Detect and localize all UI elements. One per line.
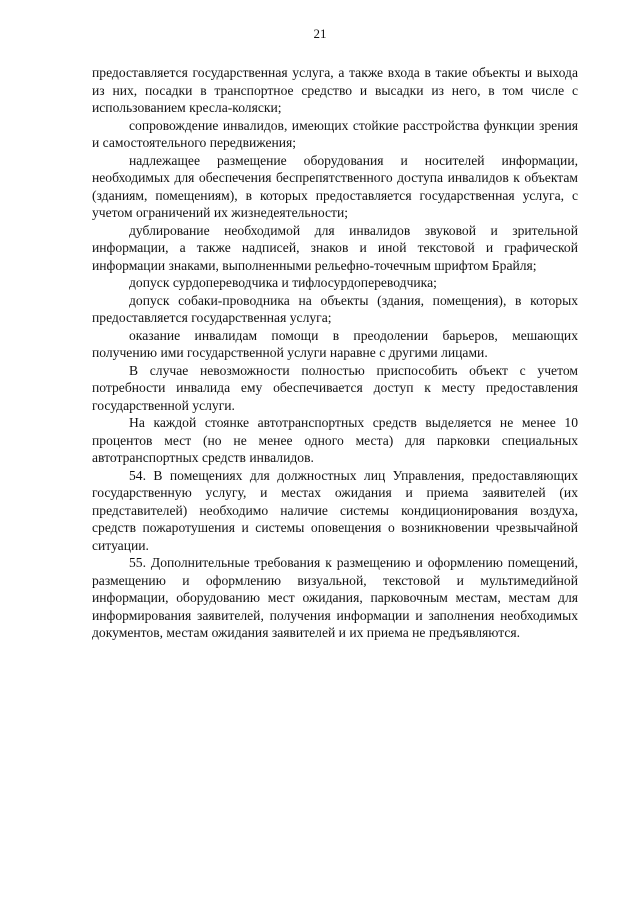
paragraph-continuation: предоставляется государственная услуга, а также входа в такие объекты и выхода из них, посадки в транспортное средство и высадки из него, в том числе с использованием кресла-коляски; [92,65,578,115]
document-body [92,64,578,642]
paragraph-item-54: 54. В помещениях для должностных лиц Управления, предоставляющих государственную услугу, и местах ожидания и приема заявителей (их представителей) необходимо наличие системы кондиционирования воздуха, средств пожаротушения и системы оповещения о возникновении чрезвычайной ситуации. [92,467,578,553]
paragraph-parking: На каждой стоянке автотранспортных средств выделяется не менее 10 процентов мест (но не менее одного места) для парковки специальных автотранспортных средств инвалидов. [92,415,578,465]
paragraph-guide-dog: допуск собаки-проводника на объекты (здания, помещения), в которых предоставляется государственная услуга; [92,292,578,325]
paragraph-equipment-placement: надлежащее размещение оборудования и носителей информации, необходимых для обеспечения беспрепятственного доступа инвалидов к объектам (зданиям, помещениям), в которых предоставляется государственная услуга, с учетом ограничений их жизнедеятельности; [92,152,578,220]
paragraph-escort-disabled: сопровождение инвалидов, имеющих стойкие расстройства функции зрения и самостоятельного передвижения; [92,117,578,150]
paragraph-braille-duplication: дублирование необходимой для инвалидов звуковой и зрительной информации, а также надписей, знаков и иной текстовой и графической информации знаками, выполненными рельефно-точечным шрифтом Брайля; [92,222,578,273]
page-number: 21 [313,26,327,41]
paragraph-barrier-assistance: оказание инвалидам помощи в преодолении барьеров, мешающих получению ими государственной услуги наравне с другими лицами. [92,327,578,360]
paragraph-access-alternative: В случае невозможности полностью приспособить объект с учетом потребности инвалида ему обеспечивается доступ к месту предоставления государственной услуги. [92,362,578,413]
paragraph-sign-interpreter: допуск сурдопереводчика и тифлосурдопереводчика; [129,275,437,290]
paragraph-item-55: 55. Дополнительные требования к размещению и оформлению помещений, размещению и оформлению визуальной, текстовой и мультимедийной информации, оборудованию мест ожидания, парковочным местам, местам для информирования заявителей, получения информации и заполнения необходимых документов, местам ожидания заявителей и их приема не предъявляются. [92,555,578,640]
